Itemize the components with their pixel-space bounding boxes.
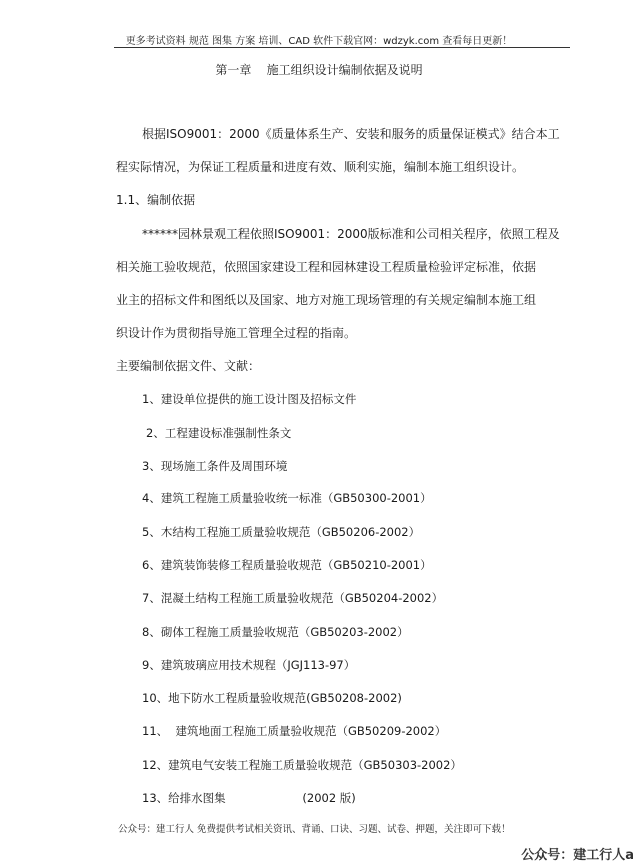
list-item: 8、砌体工程施工质量验收规范（GB50203-2002） bbox=[142, 625, 409, 639]
paragraph-line: 主要编制依据文件、文献： bbox=[116, 359, 261, 373]
list-item: 7、混凝土结构工程施工质量验收规范（GB50204-2002） bbox=[142, 591, 444, 605]
list-item: 13、给排水图集 (2002 版) bbox=[142, 791, 356, 805]
list-item: 10、地下防水工程质量验收规范(GB50208-2002) bbox=[142, 691, 402, 705]
paragraph-line: 织设计作为贯彻指导施工管理全过程的指南。 bbox=[116, 326, 357, 340]
section-heading: 1.1、编制依据 bbox=[116, 193, 196, 207]
list-item: 11、 建筑地面工程施工质量验收规范（GB50209-2002） bbox=[142, 724, 447, 738]
paragraph-line: 程实际情况，为保证工程质量和进度有效、顺利实施，编制本施工组织设计。 bbox=[116, 160, 525, 174]
list-item: 2、工程建设标准强制性条文 bbox=[146, 426, 292, 440]
page-footer: 公众号：建工行人 免费提供考试相关资讯、背诵、口诀、习题、试卷、押题，关注即可下载！ bbox=[118, 824, 511, 835]
list-item: 12、建筑电气安装工程施工质量验收规范（GB50303-2002） bbox=[142, 758, 462, 772]
paragraph-line: ******园林景观工程依照ISO9001：2000版标准和公司相关程序，依照工程及 bbox=[142, 227, 560, 241]
list-item: 9、建筑玻璃应用技术规程（JGJ113-97） bbox=[142, 658, 356, 672]
header-divider bbox=[114, 47, 570, 48]
list-item: 3、现场施工条件及周围环境 bbox=[142, 459, 288, 473]
page-header: 更多考试资料 规范 图集 方案 培训、CAD 软件下载官网：wdzyk.com 查看每日更新！ bbox=[125, 36, 513, 47]
watermark: 公众号：建工行人a bbox=[521, 848, 634, 863]
list-item: 5、木结构工程施工质量验收规范（GB50206-2002） bbox=[142, 525, 421, 539]
chapter-title: 第一章 施工组织设计编制依据及说明 bbox=[215, 63, 423, 77]
list-item: 4、建筑工程施工质量验收统一标准（GB50300-2001） bbox=[142, 491, 432, 505]
paragraph-line: 相关施工验收规范，依照国家建设工程和园林建设工程质量检验评定标准，依据 bbox=[116, 260, 537, 274]
paragraph-line: 根据ISO9001：2000《质量体系生产、安装和服务的质量保证模式》结合本工 bbox=[142, 127, 560, 141]
paragraph-line: 业主的招标文件和图纸以及国家、地方对施工现场管理的有关规定编制本施工组 bbox=[116, 293, 537, 307]
list-item: 6、建筑装饰装修工程质量验收规范（GB50210-2001） bbox=[142, 558, 432, 572]
list-item: 1、建设单位提供的施工设计图及招标文件 bbox=[142, 392, 357, 406]
